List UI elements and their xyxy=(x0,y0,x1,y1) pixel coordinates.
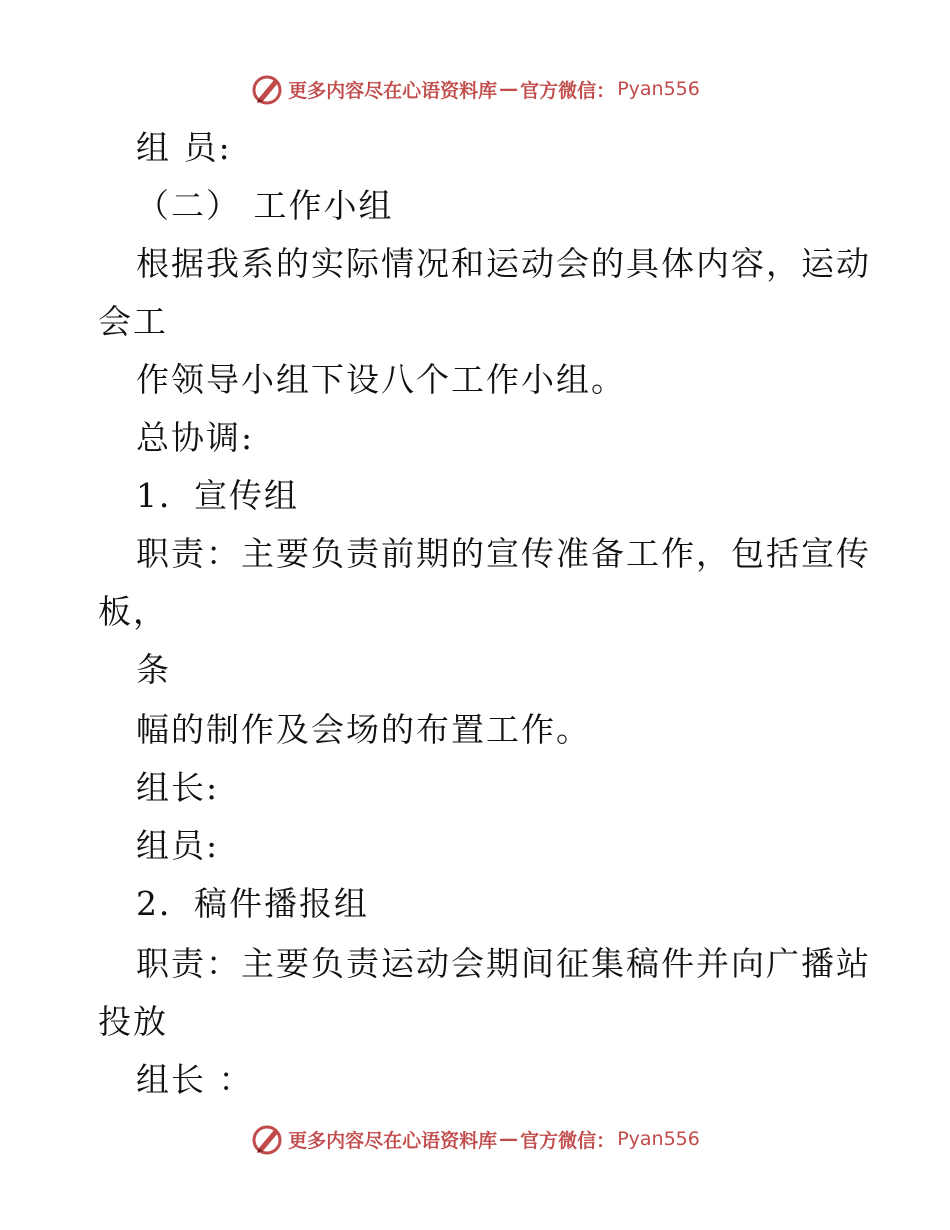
doc-line-duty-cont: 条 xyxy=(136,650,171,689)
doc-line-paragraph: 根据我系的实际情况和运动会的具体内容，运动 xyxy=(136,244,871,283)
doc-line-coordinator: 总协调: xyxy=(136,418,255,457)
doc-line-duty-wrap: 投放 xyxy=(98,1002,168,1041)
doc-line-duty: 职责：主要负责运动会期间征集稿件并向广播站 xyxy=(136,944,871,983)
footer-watermark xyxy=(0,1122,950,1156)
watermark-separator: — xyxy=(499,78,519,100)
doc-line-members: 组员: xyxy=(136,826,220,865)
watermark-wechat-id: Pyan556 xyxy=(617,78,700,100)
watermark-title: 更多内容尽在心语资料库 xyxy=(288,79,498,102)
header-watermark xyxy=(0,72,950,106)
watermark-separator: — xyxy=(499,1128,519,1150)
watermark-wechat-label: 官方微信： xyxy=(520,1129,616,1152)
watermark-wechat-label: 官方微信： xyxy=(520,79,616,102)
doc-line-members: 组 员: xyxy=(136,128,232,167)
watermark-wechat-id: Pyan556 xyxy=(617,1128,700,1150)
doc-line-leader: 组长: xyxy=(136,768,220,807)
doc-line-group-heading: 2．稿件播报组 xyxy=(136,884,369,923)
doc-line-duty-wrap: 板， xyxy=(98,592,168,631)
doc-line-duty-cont: 幅的制作及会场的布置工作。 xyxy=(136,710,591,749)
doc-line-group-heading: 1．宣传组 xyxy=(136,476,299,515)
watermark-title: 更多内容尽在心语资料库 xyxy=(288,1129,498,1152)
doc-line-paragraph-wrap: 会工 xyxy=(98,302,168,341)
doc-line-paragraph: 作领导小组下设八个工作小组。 xyxy=(136,360,626,399)
doc-line-leader: 组长 ： xyxy=(136,1060,254,1099)
pen-logo-icon xyxy=(250,72,284,106)
pen-logo-icon xyxy=(250,1122,284,1156)
doc-line-section-heading: （二） 工作小组 xyxy=(136,186,394,225)
doc-line-duty: 职责：主要负责前期的宣传准备工作，包括宣传 xyxy=(136,534,871,573)
